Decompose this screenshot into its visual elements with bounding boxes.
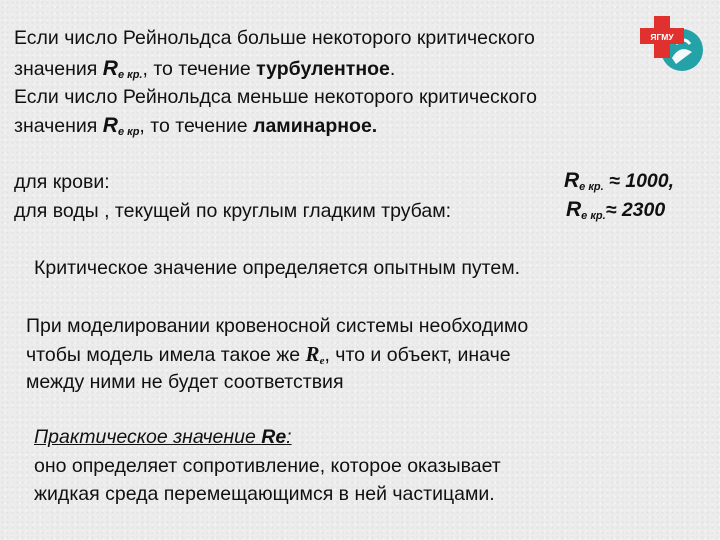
- modeling-line1: При моделировании кровеносной системы необходимо: [26, 315, 529, 337]
- logo-emblem-icon: [640, 14, 706, 72]
- para1-prefix: значения: [14, 58, 103, 80]
- modeling-line2: чтобы модель имела такое же $R_е$, что и объект, иначе: [26, 342, 511, 367]
- practical-heading: Практическое значение Re:: [34, 426, 292, 448]
- blood-label: для крови:: [14, 171, 110, 193]
- modeling-line3: между ними не будет соответствия: [26, 371, 344, 393]
- turbulent-term: турбулентное: [256, 58, 390, 80]
- reynolds-symbol: $R_{е кр.}$: [102, 57, 143, 81]
- critical-note: Критическое значение определяется опытным путем.: [34, 257, 521, 279]
- para2-line2: [14, 114, 377, 144]
- laminar-term: ламинарное.: [253, 115, 378, 137]
- blood-value: $R_{е кр.} \approx 1000$,: [564, 169, 675, 193]
- university-logo: [640, 14, 706, 72]
- reynolds-symbol: $R_е$: [305, 342, 325, 367]
- logo-text: ЯГМУ: [650, 32, 674, 42]
- para2-prefix: значения: [14, 115, 103, 137]
- water-value: $R_{е кр.}\approx 2300$: [566, 198, 666, 222]
- para1-line1: Если число Рейнольдса больше некоторого критического: [14, 27, 535, 49]
- practical-line2: жидкая среда перемещающимся в ней частицами.: [34, 483, 495, 505]
- para1-mid: , то течение: [142, 58, 257, 80]
- para1-line2: значения $R_{е кр.}$, то течение турбулентное.: [14, 57, 396, 81]
- water-label: для воды , текущей по круглым гладким трубам:: [14, 200, 452, 222]
- reynolds-symbol: $R_{е кр}$: [102, 114, 140, 138]
- para2-line1: Если число Рейнольдса меньше некоторого критического: [14, 86, 537, 108]
- practical-line1: оно определяет сопротивление, которое оказывает: [34, 455, 501, 477]
- para2-mid: , то течение: [139, 115, 254, 137]
